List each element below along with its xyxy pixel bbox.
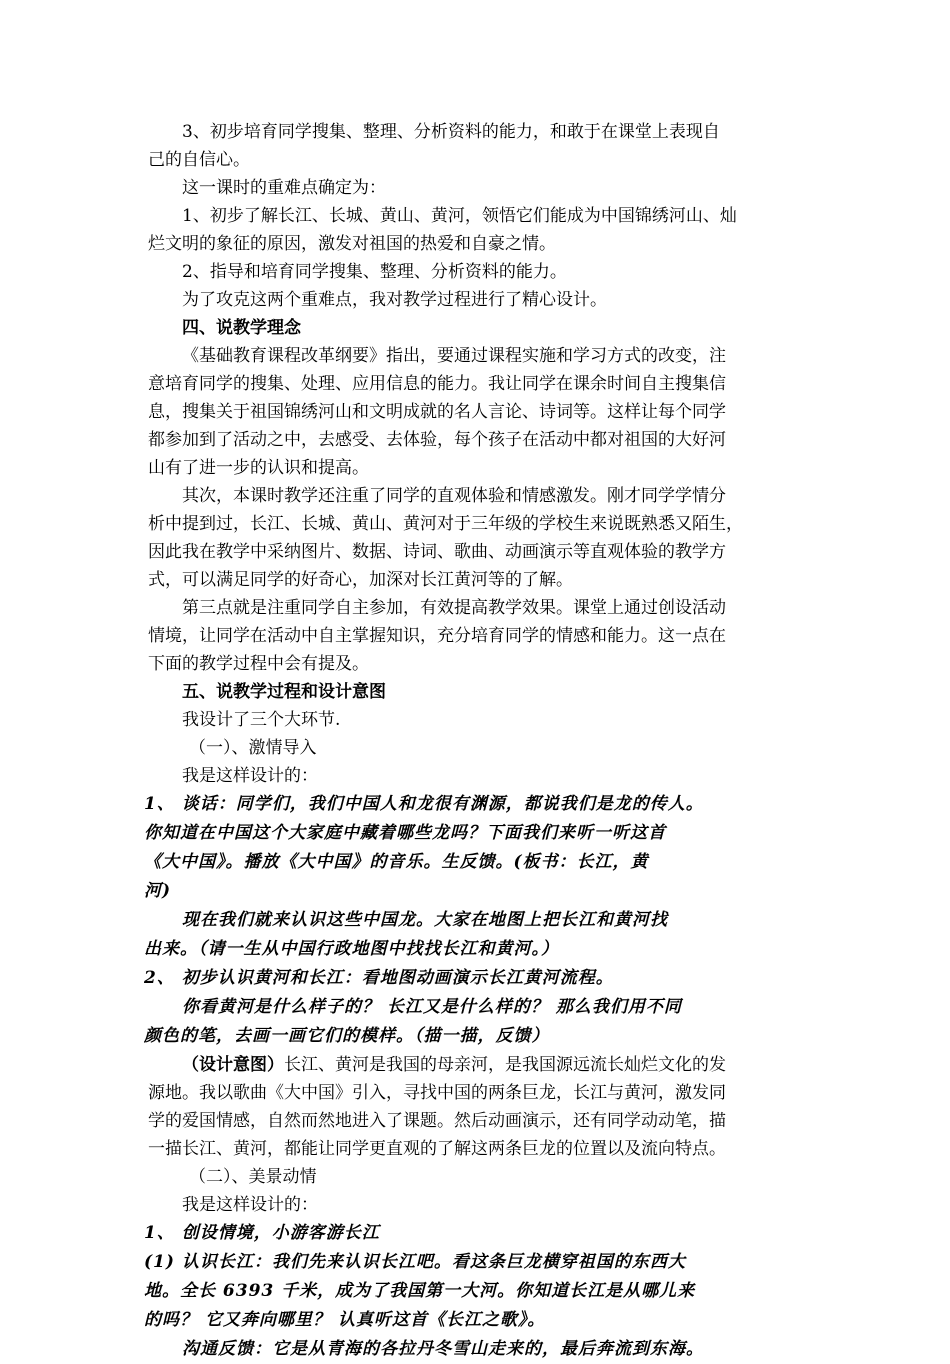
text-line: 2、指导和培育同学搜集、整理、分析资料的能力。 — [182, 262, 567, 282]
text-line: 颜色的笔，去画一画它们的模样。（描一描，反馈） — [144, 1026, 550, 1046]
text-line: 出来。（请一生从中国行政地图中找找长江和黄河。） — [144, 939, 559, 959]
text-line: 烂文明的象征的原因，激发对祖国的热爱和自豪之情。 — [148, 234, 556, 254]
text-line: 河) — [144, 881, 172, 901]
text-line: （一）、激情导入 — [189, 738, 317, 758]
text-line: 息，搜集关于祖国锦绣河山和文明成就的名人言论、诗词等。这样让每个同学 — [148, 402, 726, 422]
text-line: (1) 认识长江：我们先来认识长江吧。看这条巨龙横穿祖国的东西大 — [144, 1252, 686, 1272]
text-line: 我是这样设计的： — [182, 766, 318, 786]
text-line: 《基础教育课程改革纲要》指出，要通过课程实施和学习方式的改变，注 — [182, 346, 726, 366]
text-line: （设计意图）长江、黄河是我国的母亲河，是我国源远流长灿烂文化的发 — [182, 1055, 726, 1075]
text-line: 都参加到了活动之中，去感受、去体验，每个孩子在活动中都对祖国的大好河 — [148, 430, 726, 450]
text-line: 的吗？ 它又奔向哪里？ 认真听这首《长江之歌》。 — [144, 1310, 546, 1330]
text-line: 你看黄河是什么样子的？ 长江又是什么样的？ 那么我们用不同 — [182, 997, 682, 1017]
text-line: 下面的教学过程中会有提及。 — [148, 654, 369, 674]
text-line: 《大中国》。播放《大中国》的音乐。生反馈。(板书：长江，黄 — [144, 852, 649, 872]
text-line: 你知道在中国这个大家庭中藏着哪些龙吗？下面我们来听一听这首 — [144, 823, 666, 843]
text-line: 3、初步培育同学搜集、整理、分析资料的能力，和敢于在课堂上表现自 — [182, 122, 720, 142]
document-page — [144, 118, 824, 1364]
text-line: 情境，让同学在活动中自主掌握知识，充分培育同学的情感和能力。这一点在 — [148, 626, 726, 646]
text-line: 现在我们就来认识这些中国龙。大家在地图上把长江和黄河找 — [182, 910, 668, 930]
text-line: 2、 初步认识黄河和长江：看地图动画演示长江黄河流程。 — [144, 968, 614, 988]
design-intent-label: （设计意图） — [182, 1055, 284, 1075]
text-line: 第三点就是注重同学自主参加，有效提高教学效果。课堂上通过创设活动 — [182, 598, 726, 618]
text-line: 我设计了三个大环节. — [182, 710, 341, 730]
text-line: 因此我在教学中采纳图片、数据、诗词、歌曲、动画演示等直观体验的教学方 — [148, 542, 726, 562]
text-line: 我是这样设计的： — [182, 1195, 318, 1215]
text-line: 析中提到过，长江、长城、黄山、黄河对于三年级的学校生来说既熟悉又陌生， — [148, 514, 743, 534]
text-line: 源地。我以歌曲《大中国》引入，寻找中国的两条巨龙，长江与黄河，激发同 — [148, 1083, 726, 1103]
text-line: 学的爱国情感，自然而然地进入了课题。然后动画演示，还有同学动动笔，描 — [148, 1111, 726, 1131]
section-heading: 五、说教学过程和设计意图 — [182, 682, 386, 702]
text-line: 意培育同学的搜集、处理、应用信息的能力。我让同学在课余时间自主搜集信 — [148, 374, 726, 394]
text-line: 沟通反馈：它是从青海的各拉丹冬雪山走来的，最后奔流到东海。 — [182, 1339, 704, 1359]
text-line: 地。全长 6393 千米，成为了我国第一大河。你知道长江是从哪儿来 — [144, 1281, 696, 1301]
text-line: 其次，本课时教学还注重了同学的直观体验和情感激发。刚才同学学情分 — [182, 486, 726, 506]
text-line: 式，可以满足同学的好奇心，加深对长江黄河等的了解。 — [148, 570, 573, 590]
text-line: 1、 谈话：同学们，我们中国人和龙很有渊源，都说我们是龙的传人。 — [144, 794, 704, 814]
text-line: 为了攻克这两个重难点，我对教学过程进行了精心设计。 — [182, 290, 607, 310]
text-line: 一描长江、黄河，都能让同学更直观的了解这两条巨龙的位置以及流向特点。 — [148, 1139, 726, 1159]
text-line: 山有了进一步的认识和提高。 — [148, 458, 369, 478]
text-line: （二）、美景动情 — [189, 1167, 317, 1187]
text-line: 己的自信心。 — [148, 150, 250, 170]
text-line: 1、初步了解长江、长城、黄山、黄河，领悟它们能成为中国锦绣河山、灿 — [182, 206, 737, 226]
text-line: 1、 创设情境，小游客游长江 — [144, 1223, 380, 1243]
text-line: 这一课时的重难点确定为： — [182, 178, 386, 198]
section-heading: 四、说教学理念 — [182, 318, 301, 338]
